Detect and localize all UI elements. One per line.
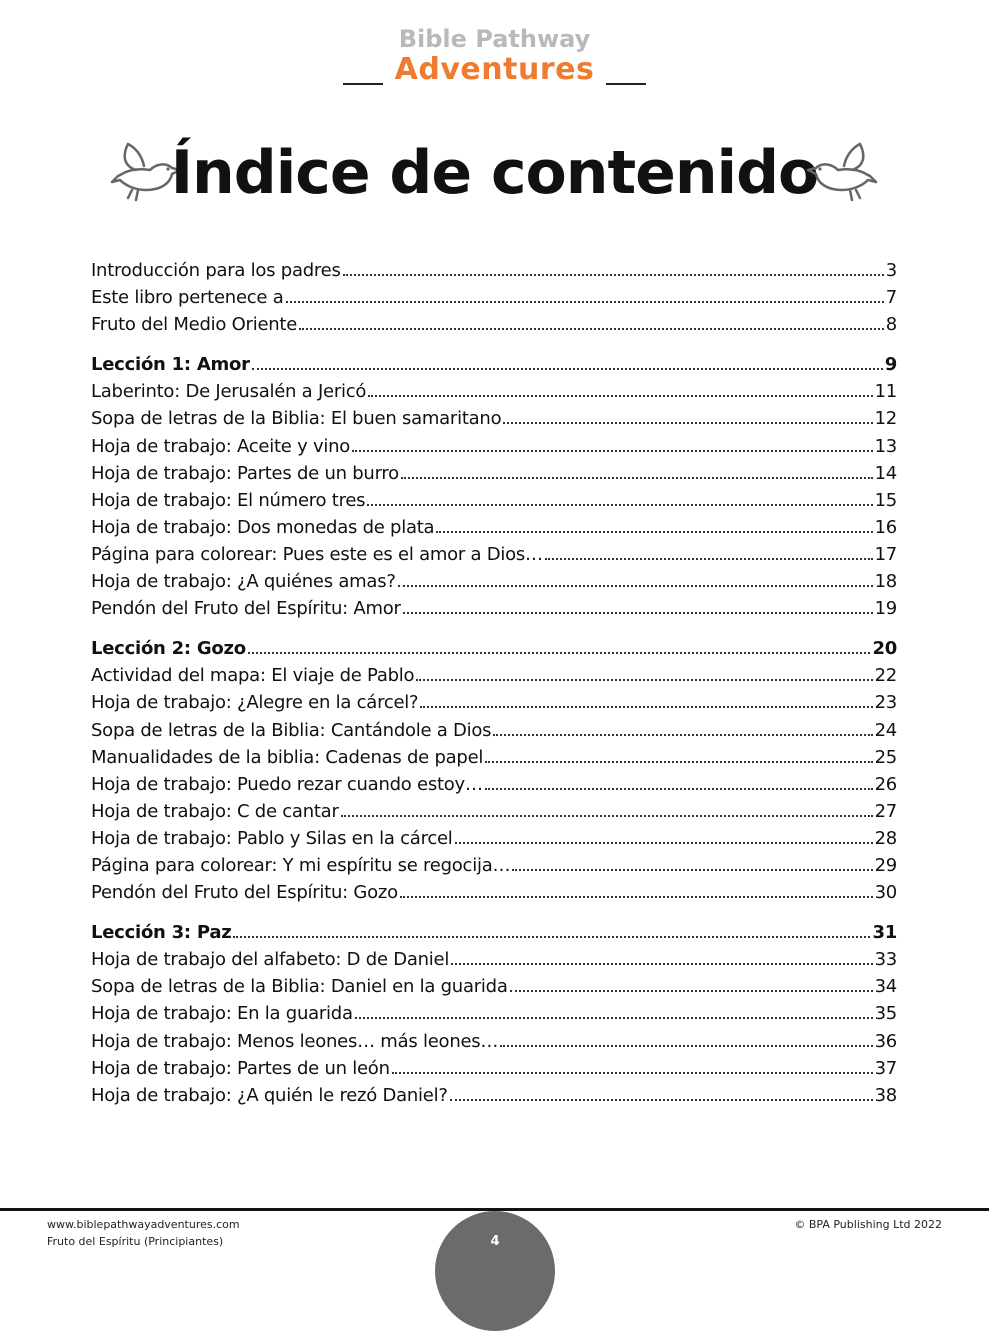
toc-entry-page: 37 [874, 1057, 897, 1079]
toc-entry-title: Hoja de trabajo: Pablo y Silas en la cárcel [91, 827, 453, 849]
toc-entry [91, 662, 897, 689]
toc-entry-page: 15 [874, 489, 897, 511]
toc-section-heading [91, 635, 897, 662]
toc-section-gap [91, 622, 897, 635]
footer-book-title: Fruto del Espíritu (Principiantes) [47, 1235, 224, 1248]
toc-entry [91, 284, 897, 311]
toc-dot-leader [343, 274, 884, 276]
toc-entry-page: 25 [874, 746, 897, 768]
toc-dot-leader [455, 842, 873, 844]
toc-entry-page: 24 [874, 719, 897, 741]
toc-entry [91, 311, 897, 338]
toc-entry-page: 13 [874, 435, 897, 457]
toc-entry-page: 11 [874, 381, 897, 403]
toc-entry-page: 12 [874, 408, 897, 430]
toc-entry-title: Lección 2: Gozo [91, 638, 246, 660]
toc-entry-page: 19 [874, 598, 897, 620]
toc-section-heading [91, 351, 897, 378]
toc-entry-title: Hoja de trabajo: ¿A quiénes amas? [91, 571, 396, 593]
toc-entry-title: Laberinto: De Jerusalén a Jericó [91, 381, 367, 403]
toc-dot-leader [545, 558, 873, 560]
footer-copyright: © BPA Publishing Ltd 2022 [794, 1218, 942, 1231]
footer-website: www.biblepathwayadventures.com [47, 1218, 240, 1231]
toc-section-gap [91, 338, 897, 351]
toc-dot-leader [367, 504, 872, 506]
toc-entry [91, 514, 897, 541]
toc-entry-title: Este libro pertenece a [91, 287, 284, 309]
toc-entry-title: Sopa de letras de la Biblia: Cantándole a Dios [91, 719, 492, 741]
toc-entry [91, 405, 897, 432]
toc-entry [91, 433, 897, 460]
toc-entry-page: 20 [872, 638, 897, 660]
toc-entry-title: Lección 3: Paz [91, 922, 232, 944]
toc-entry-title: Lección 1: Amor [91, 354, 250, 376]
toc-entry-title: Hoja de trabajo: Partes de un burro [91, 462, 399, 484]
toc-entry-title: Página para colorear: Y mi espíritu se regocija… [91, 854, 511, 876]
toc-entry [91, 460, 897, 487]
toc-dot-leader [299, 328, 884, 330]
logo-text-bottom: Adventures [394, 52, 595, 87]
toc-dot-leader [485, 761, 872, 763]
toc-entry-title: Hoja de trabajo: El número tres [91, 489, 366, 511]
toc-entry [91, 595, 897, 622]
toc-entry [91, 1055, 897, 1082]
toc-dot-leader [352, 450, 873, 452]
toc-entry [91, 257, 897, 284]
toc-dot-leader [500, 1045, 872, 1047]
toc-entry-page: 9 [884, 354, 897, 376]
toc-dot-leader [286, 301, 884, 303]
toc-section-heading [91, 919, 897, 946]
toc-section-gap [91, 906, 897, 919]
toc-entry-page: 17 [874, 543, 897, 565]
toc-dot-leader [510, 990, 873, 992]
toc-entry-title: Hoja de trabajo: Dos monedas de plata [91, 516, 435, 538]
toc-dot-leader [248, 652, 871, 654]
toc-dot-leader [368, 395, 872, 397]
toc-entry-title: Página para colorear: Pues este es el amor a Dios… [91, 543, 543, 565]
toc-dot-leader [450, 1099, 873, 1101]
toc-dot-leader [420, 706, 872, 708]
toc-entry-title: Hoja de trabajo del alfabeto: D de Daniel [91, 949, 450, 971]
toc-entry-title: Fruto del Medio Oriente [91, 314, 298, 336]
logo-text-top: Bible Pathway [398, 25, 591, 53]
toc-entry-title: Pendón del Fruto del Espíritu: Gozo [91, 882, 398, 904]
toc-entry-page: 26 [874, 773, 897, 795]
toc-dot-leader [436, 531, 872, 533]
toc-entry-title: Hoja de trabajo: Puedo rezar cuando estoy… [91, 773, 483, 795]
toc-entry-page: 22 [874, 665, 897, 687]
toc-dot-leader [503, 422, 872, 424]
toc-entry-page: 8 [885, 314, 897, 336]
toc-entry-page: 36 [874, 1030, 897, 1052]
toc-entry-title: Manualidades de la biblia: Cadenas de papel [91, 746, 484, 768]
toc-entry-page: 18 [874, 571, 897, 593]
toc-entry [91, 771, 897, 798]
toc-entry-page: 16 [874, 516, 897, 538]
toc-entry-page: 23 [874, 692, 897, 714]
toc-entry [91, 1082, 897, 1109]
toc-dot-leader [392, 1072, 873, 1074]
toc-entry [91, 1000, 897, 1027]
page-number: 4 [490, 1234, 500, 1249]
toc-entry-title: Introducción para los padres [91, 260, 341, 281]
toc-dot-leader [485, 788, 873, 790]
toc-entry-page: 38 [874, 1084, 897, 1106]
dove-icon [800, 130, 880, 210]
toc-entry-page: 35 [874, 1003, 897, 1025]
toc-dot-leader [403, 612, 873, 614]
toc-dot-leader [512, 869, 872, 871]
toc-dot-leader [233, 936, 870, 938]
toc-entry-page: 34 [874, 976, 897, 998]
toc-entry-title: Hoja de trabajo: Aceite y vino [91, 435, 351, 457]
toc-dot-leader [451, 963, 872, 965]
table-of-contents [91, 257, 897, 1109]
toc-entry [91, 541, 897, 568]
title-row [0, 130, 989, 220]
toc-entry-title: Hoja de trabajo: ¿A quién le rezó Daniel? [91, 1084, 448, 1106]
toc-dot-leader [401, 477, 873, 479]
toc-entry [91, 879, 897, 906]
page-title: Índice de contenido [170, 138, 819, 208]
footer-left [47, 1216, 240, 1250]
toc-entry-title: Hoja de trabajo: Menos leones… más leones… [91, 1030, 499, 1052]
toc-entry-title: Hoja de trabajo: ¿Alegre en la cárcel? [91, 692, 419, 714]
toc-entry-title: Hoja de trabajo: En la guarida [91, 1003, 353, 1025]
logo-divider-right [606, 83, 646, 85]
toc-entry [91, 973, 897, 1000]
toc-entry-title: Pendón del Fruto del Espíritu: Amor [91, 598, 401, 620]
toc-entry-title: Sopa de letras de la Biblia: Daniel en la guarida [91, 976, 508, 998]
toc-entry-title: Actividad del mapa: El viaje de Pablo [91, 665, 415, 687]
toc-dot-leader [493, 734, 872, 736]
toc-dot-leader [355, 1017, 873, 1019]
toc-entry [91, 825, 897, 852]
toc-entry-page: 33 [874, 949, 897, 971]
toc-entry [91, 717, 897, 744]
toc-dot-leader [341, 815, 873, 817]
toc-entry [91, 487, 897, 514]
toc-entry [91, 568, 897, 595]
toc-entry-title: Hoja de trabajo: Partes de un león [91, 1057, 390, 1079]
toc-dot-leader [252, 368, 883, 370]
toc-entry-page: 3 [885, 260, 897, 281]
toc-entry-page: 29 [874, 854, 897, 876]
toc-entry [91, 744, 897, 771]
toc-dot-leader [400, 896, 873, 898]
toc-entry-title: Sopa de letras de la Biblia: El buen samaritano [91, 408, 502, 430]
toc-entry-title: Hoja de trabajo: C de cantar [91, 800, 339, 822]
toc-dot-leader [416, 679, 872, 681]
toc-entry-page: 28 [874, 827, 897, 849]
toc-entry-page: 31 [872, 922, 897, 944]
toc-dot-leader [398, 585, 873, 587]
toc-entry [91, 946, 897, 973]
toc-entry-page: 7 [885, 287, 897, 309]
toc-entry [91, 378, 897, 405]
toc-entry-page: 30 [874, 882, 897, 904]
toc-entry-page: 14 [874, 462, 897, 484]
toc-entry [91, 1028, 897, 1055]
page-number-tab [435, 1211, 555, 1331]
toc-entry [91, 852, 897, 879]
toc-entry [91, 689, 897, 716]
publisher-logo [0, 20, 989, 100]
toc-entry-page: 27 [874, 800, 897, 822]
toc-entry [91, 798, 897, 825]
